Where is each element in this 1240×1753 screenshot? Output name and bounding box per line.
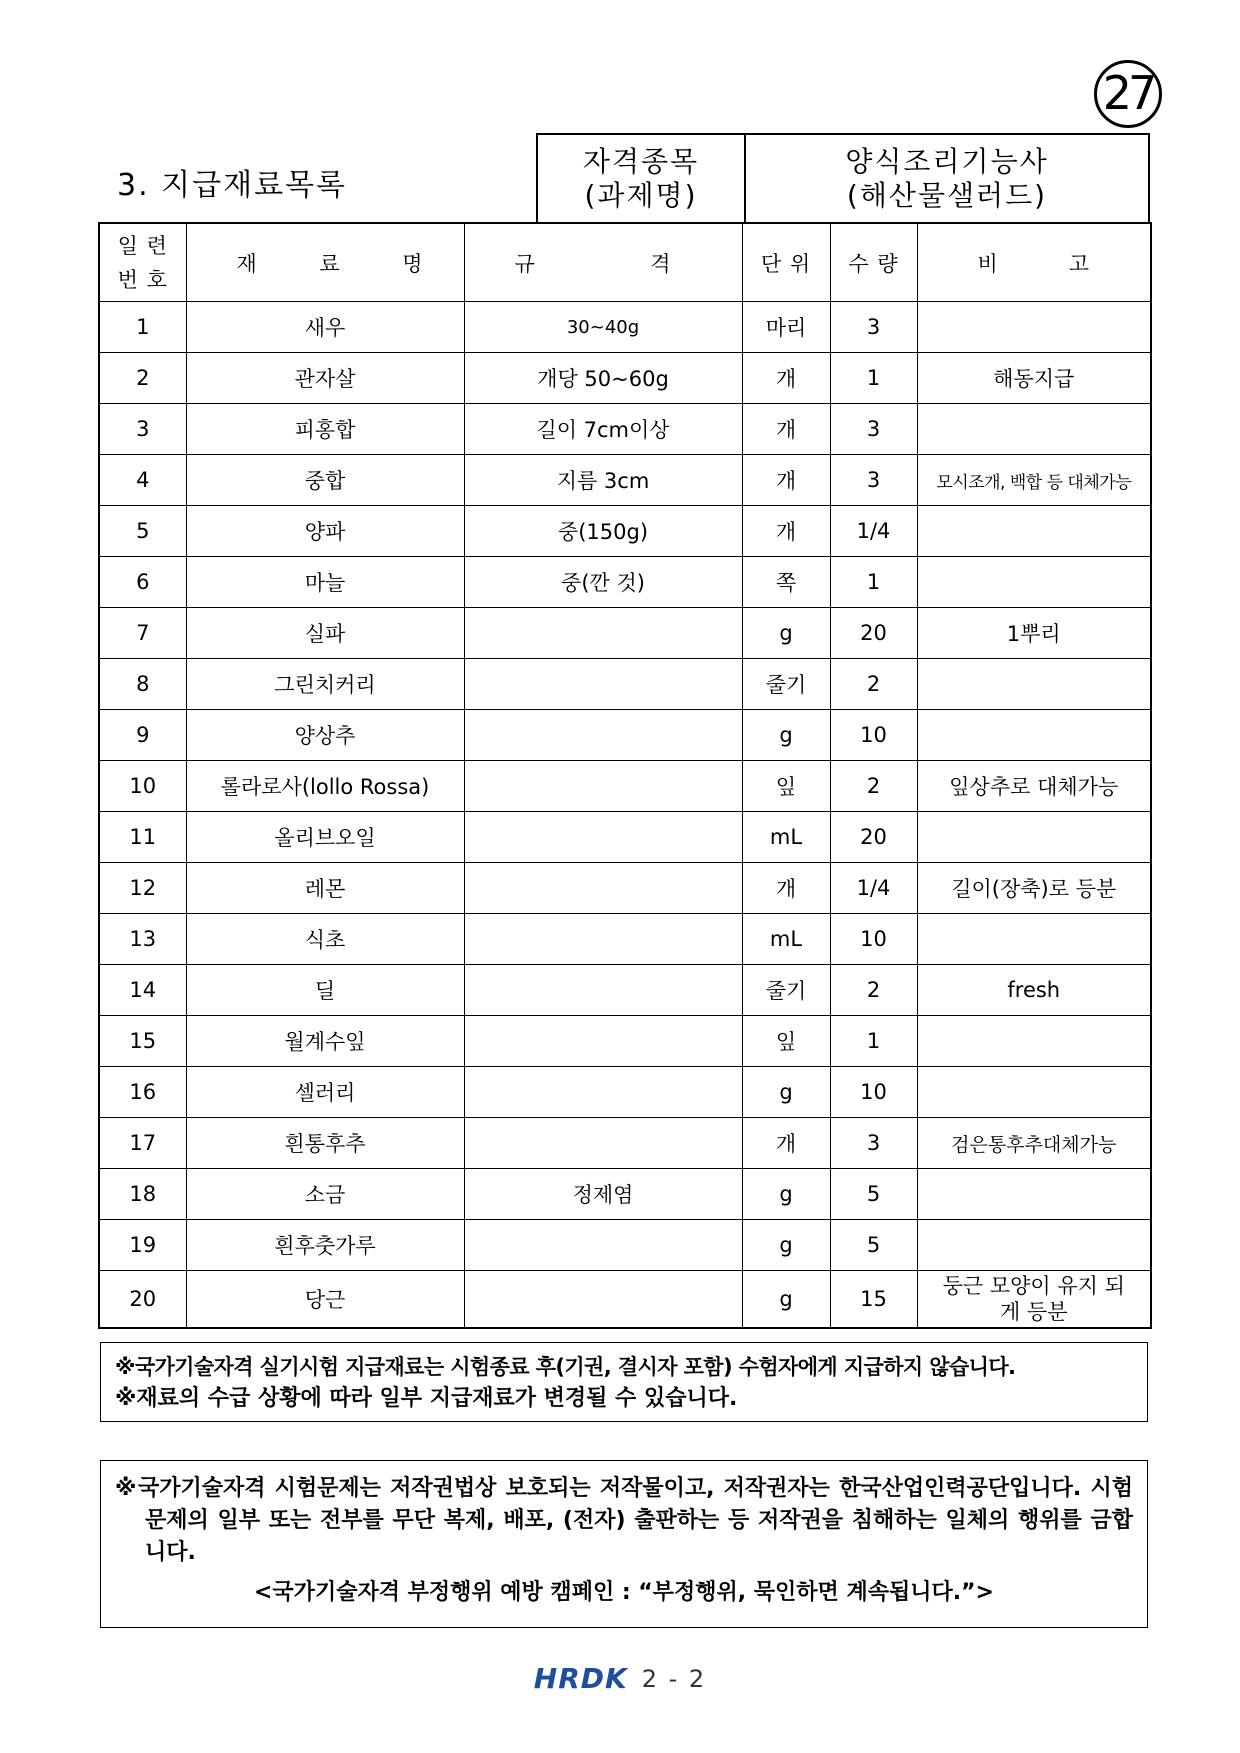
table-header-row <box>99 223 1151 302</box>
table-row <box>99 353 1151 404</box>
cell-qty: 15 <box>830 1271 917 1329</box>
cell-spec <box>464 1016 742 1067</box>
cell-number: 3 <box>99 404 186 455</box>
col-header-name-char: 료 <box>319 251 341 276</box>
qualification-value <box>746 135 1148 222</box>
table-row <box>99 455 1151 506</box>
cell-note <box>917 659 1151 710</box>
cell-note <box>917 506 1151 557</box>
qualification-label-line1: 자격종목 <box>582 144 700 178</box>
cell-note: 잎상추로 대체가능 <box>917 761 1151 812</box>
cell-spec <box>464 965 742 1016</box>
col-header-name-char: 재 <box>236 251 258 276</box>
cell-number: 15 <box>99 1016 186 1067</box>
page-number-badge: 27 <box>1094 60 1162 128</box>
cell-number: 2 <box>99 353 186 404</box>
cell-number: 20 <box>99 1271 186 1329</box>
col-header-note-char: 비 <box>977 251 999 276</box>
col-header-spec-char: 규 <box>514 251 536 276</box>
cell-spec: 지름 3cm <box>464 455 742 506</box>
cell-number: 17 <box>99 1118 186 1169</box>
cell-note <box>917 1067 1151 1118</box>
cell-unit: 잎 <box>742 761 830 812</box>
cell-spec <box>464 608 742 659</box>
cell-unit: mL <box>742 812 830 863</box>
table-row <box>99 506 1151 557</box>
cell-spec <box>464 1067 742 1118</box>
cell-number: 7 <box>99 608 186 659</box>
cell-number: 9 <box>99 710 186 761</box>
cell-name: 소금 <box>186 1169 464 1220</box>
cell-name: 그린치커리 <box>186 659 464 710</box>
cell-note <box>917 812 1151 863</box>
materials-table <box>98 222 1152 1329</box>
cell-unit: 쪽 <box>742 557 830 608</box>
table-row <box>99 1067 1151 1118</box>
cell-unit: 줄기 <box>742 659 830 710</box>
cell-name: 양파 <box>186 506 464 557</box>
cell-number: 16 <box>99 1067 186 1118</box>
cell-spec <box>464 914 742 965</box>
cell-qty: 2 <box>830 659 917 710</box>
cell-name: 롤라로사(lollo Rossa) <box>186 761 464 812</box>
cell-name: 새우 <box>186 302 464 353</box>
table-row <box>99 965 1151 1016</box>
cell-name: 레몬 <box>186 863 464 914</box>
cell-qty: 1 <box>830 1016 917 1067</box>
cell-name: 흰통후추 <box>186 1118 464 1169</box>
cell-qty: 1 <box>830 353 917 404</box>
table-row <box>99 557 1151 608</box>
cell-note <box>917 557 1151 608</box>
table-row <box>99 608 1151 659</box>
cell-unit: 줄기 <box>742 965 830 1016</box>
qualification-value-line2: (해산물샐러드) <box>846 178 1048 212</box>
cell-note: 모시조개, 백합 등 대체가능 <box>917 455 1151 506</box>
cell-unit: g <box>742 1220 830 1271</box>
col-header-qty: 수 량 <box>830 223 917 302</box>
cell-unit: mL <box>742 914 830 965</box>
cell-name: 월계수잎 <box>186 1016 464 1067</box>
cell-spec <box>464 659 742 710</box>
cell-qty: 3 <box>830 302 917 353</box>
cell-spec: 길이 7cm이상 <box>464 404 742 455</box>
cell-unit: g <box>742 1169 830 1220</box>
cell-unit: 개 <box>742 404 830 455</box>
cell-name: 당근 <box>186 1271 464 1329</box>
col-header-note <box>917 223 1151 302</box>
cell-unit: g <box>742 710 830 761</box>
col-header-number-line1: 일 련 <box>117 233 168 258</box>
hrdk-logo: HRDK <box>533 1662 628 1695</box>
table-row <box>99 914 1151 965</box>
cell-name: 딜 <box>186 965 464 1016</box>
cell-note <box>917 914 1151 965</box>
cell-qty: 3 <box>830 404 917 455</box>
cell-qty: 2 <box>830 761 917 812</box>
cell-name: 흰후춧가루 <box>186 1220 464 1271</box>
qualification-label <box>538 135 746 222</box>
cell-name: 식초 <box>186 914 464 965</box>
cell-number: 14 <box>99 965 186 1016</box>
cell-spec: 30~40g <box>464 302 742 353</box>
supply-notice <box>100 1342 1148 1422</box>
cell-unit: g <box>742 608 830 659</box>
cell-spec <box>464 863 742 914</box>
cell-name: 중합 <box>186 455 464 506</box>
cell-name: 피홍합 <box>186 404 464 455</box>
cell-qty: 2 <box>830 965 917 1016</box>
cell-name: 올리브오일 <box>186 812 464 863</box>
cell-unit: 개 <box>742 506 830 557</box>
cell-unit: 개 <box>742 1118 830 1169</box>
cell-spec <box>464 1271 742 1329</box>
page-footer <box>0 1662 1240 1695</box>
cell-spec: 개당 50~60g <box>464 353 742 404</box>
cell-qty: 1/4 <box>830 506 917 557</box>
qualification-header <box>536 133 1150 222</box>
col-header-name-char: 명 <box>402 251 424 276</box>
cell-qty: 5 <box>830 1169 917 1220</box>
cell-number: 6 <box>99 557 186 608</box>
col-header-spec <box>464 223 742 302</box>
cell-spec <box>464 812 742 863</box>
cell-name: 관자살 <box>186 353 464 404</box>
table-row <box>99 863 1151 914</box>
col-header-unit: 단 위 <box>742 223 830 302</box>
cell-qty: 20 <box>830 812 917 863</box>
table-row <box>99 659 1151 710</box>
campaign-slogan: <국가기술자격 부정행위 예방 캠페인 : “부정행위, 묵인하면 계속됩니다.”> <box>254 1580 994 1605</box>
cell-qty: 1 <box>830 557 917 608</box>
cell-note: fresh <box>917 965 1151 1016</box>
copyright-notice-text: ※국가기술자격 시험문제는 저작권법상 보호되는 저작물이고, 저작권자는 한국산업인력공단입니다. 시험문제의 일부 또는 전부를 무단 복제, 배포, (전자) 출판하는 등 저작권을 침해하는 일체의 행위를 금합니다. <box>115 1476 1133 1565</box>
cell-number: 4 <box>99 455 186 506</box>
cell-note: 둥근 모양이 유지 되게 등분 <box>917 1271 1151 1329</box>
cell-note <box>917 1220 1151 1271</box>
cell-unit: g <box>742 1271 830 1329</box>
cell-name: 마늘 <box>186 557 464 608</box>
cell-qty: 1/4 <box>830 863 917 914</box>
cell-note: 검은통후추대체가능 <box>917 1118 1151 1169</box>
cell-qty: 20 <box>830 608 917 659</box>
cell-number: 11 <box>99 812 186 863</box>
cell-number: 19 <box>99 1220 186 1271</box>
cell-number: 12 <box>99 863 186 914</box>
cell-note <box>917 1169 1151 1220</box>
cell-number: 1 <box>99 302 186 353</box>
cell-name: 셀러리 <box>186 1067 464 1118</box>
cell-qty: 3 <box>830 1118 917 1169</box>
copyright-notice <box>100 1460 1148 1628</box>
table-row <box>99 1118 1151 1169</box>
cell-name: 양상추 <box>186 710 464 761</box>
cell-unit: 잎 <box>742 1016 830 1067</box>
cell-note <box>917 1016 1151 1067</box>
table-row <box>99 302 1151 353</box>
cell-note: 1뿌리 <box>917 608 1151 659</box>
cell-unit: 개 <box>742 863 830 914</box>
table-row <box>99 404 1151 455</box>
cell-spec: 중(150g) <box>464 506 742 557</box>
cell-note <box>917 302 1151 353</box>
cell-qty: 10 <box>830 1067 917 1118</box>
cell-number: 5 <box>99 506 186 557</box>
cell-qty: 5 <box>830 1220 917 1271</box>
cell-unit: g <box>742 1067 830 1118</box>
cell-spec <box>464 761 742 812</box>
cell-spec <box>464 1220 742 1271</box>
cell-spec <box>464 1118 742 1169</box>
cell-note: 길이(장축)로 등분 <box>917 863 1151 914</box>
qualification-label-line2: (과제명) <box>584 178 698 212</box>
qualification-value-line1: 양식조리기능사 <box>845 144 1049 178</box>
table-row <box>99 1220 1151 1271</box>
supply-notice-line1: ※국가기술자격 실기시험 지급재료는 시험종료 후(기권, 결시자 포함) 수험자에게 지급하지 않습니다. <box>115 1355 1016 1379</box>
table-row <box>99 1169 1151 1220</box>
cell-spec: 정제염 <box>464 1169 742 1220</box>
cell-unit: 개 <box>742 455 830 506</box>
cell-spec <box>464 710 742 761</box>
cell-number: 10 <box>99 761 186 812</box>
table-row <box>99 761 1151 812</box>
page-reference: 2 - 2 <box>641 1664 707 1693</box>
cell-note <box>917 710 1151 761</box>
cell-name: 실파 <box>186 608 464 659</box>
cell-qty: 10 <box>830 710 917 761</box>
cell-number: 18 <box>99 1169 186 1220</box>
cell-note: 해동지급 <box>917 353 1151 404</box>
cell-number: 13 <box>99 914 186 965</box>
cell-unit: 마리 <box>742 302 830 353</box>
table-row <box>99 1271 1151 1329</box>
cell-qty: 3 <box>830 455 917 506</box>
col-header-number-line2: 번 호 <box>117 267 168 292</box>
section-title: 3. 지급재료목록 <box>117 168 348 203</box>
table-row <box>99 1016 1151 1067</box>
col-header-number <box>99 223 186 302</box>
cell-note <box>917 404 1151 455</box>
cell-spec: 중(깐 것) <box>464 557 742 608</box>
cell-number: 8 <box>99 659 186 710</box>
col-header-spec-char: 격 <box>650 251 672 276</box>
table-row <box>99 812 1151 863</box>
col-header-note-char: 고 <box>1068 251 1090 276</box>
cell-unit: 개 <box>742 353 830 404</box>
table-row <box>99 710 1151 761</box>
col-header-name <box>186 223 464 302</box>
cell-qty: 10 <box>830 914 917 965</box>
supply-notice-line2: ※재료의 수급 상황에 따라 일부 지급재료가 변경될 수 있습니다. <box>115 1386 738 1411</box>
